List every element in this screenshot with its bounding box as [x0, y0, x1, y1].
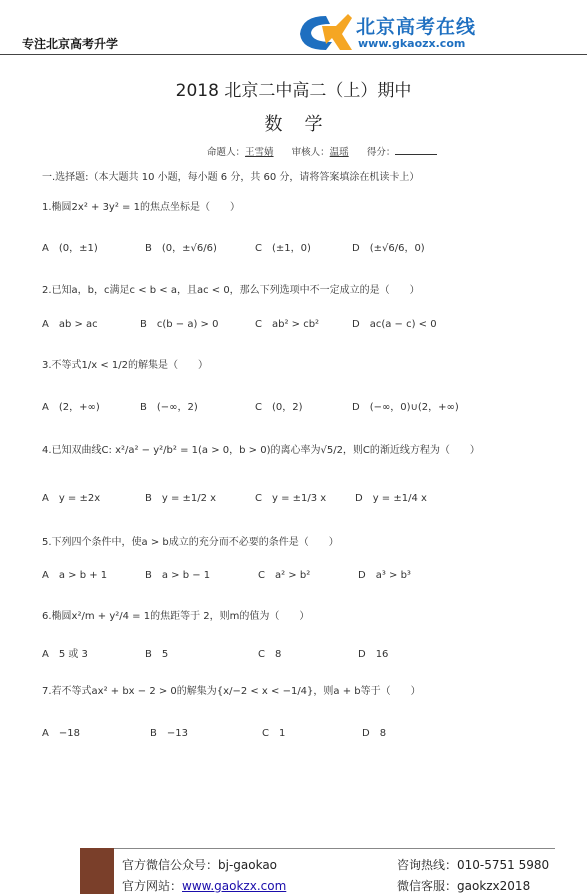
- footer-hotline: 咨询热线：010-5751 5980: [397, 858, 550, 872]
- q6-option-b[interactable]: B 5: [145, 649, 169, 660]
- exam-title: 2018 北京二中高二（上）期中: [175, 81, 412, 101]
- q4-option-c[interactable]: C y = ±1/3 x: [255, 493, 327, 504]
- q3-option-a[interactable]: A (2，+∞): [42, 402, 100, 413]
- question-6-stem: 6.椭圆x²/m + y²/4 = 1的焦距等于 2，则m的值为（ ）: [42, 611, 310, 622]
- q3-option-b[interactable]: B (−∞，2): [140, 402, 198, 413]
- q3-option-c[interactable]: C (0，2): [255, 402, 303, 413]
- q5-option-b[interactable]: B a > b − 1: [145, 570, 211, 581]
- q5-option-d[interactable]: D a³ > b³: [358, 570, 411, 581]
- q7-option-a[interactable]: A −18: [42, 728, 80, 739]
- q5-option-c[interactable]: C a² > b²: [258, 570, 311, 581]
- logo-text: 北京高考在线: [356, 16, 477, 38]
- logo-url[interactable]: www.gkaozx.com: [358, 37, 466, 50]
- question-3-stem: 3.不等式1/x < 1/2的解集是（ ）: [42, 360, 209, 371]
- score-blank[interactable]: [395, 145, 437, 155]
- q5-option-a[interactable]: A a > b + 1: [42, 570, 108, 581]
- q3-option-d[interactable]: D (−∞，0)∪(2，+∞): [352, 402, 459, 413]
- q1-option-a[interactable]: A (0，±1): [42, 243, 98, 254]
- q7-option-b[interactable]: B −13: [150, 728, 188, 739]
- footer-divider: [114, 848, 555, 849]
- q6-option-c[interactable]: C 8: [258, 649, 282, 660]
- q2-option-d[interactable]: D ac(a − c) < 0: [352, 319, 437, 330]
- question-1-stem: 1.椭圆2x² + 3y² = 1的焦点坐标是（ ）: [42, 202, 240, 213]
- author-label: 命题人：: [207, 147, 246, 158]
- q2-option-b[interactable]: B c(b − a) > 0: [140, 319, 219, 330]
- q2-option-a[interactable]: A ab > ac: [42, 319, 98, 330]
- q2-option-c[interactable]: C ab² > cb²: [255, 319, 320, 330]
- q4-option-b[interactable]: B y = ±1/2 x: [145, 493, 217, 504]
- q1-option-b[interactable]: B (0，±√6/6): [145, 243, 217, 254]
- reviewer-label: 审核人：: [291, 147, 330, 158]
- q6-option-a[interactable]: A 5 或 3: [42, 649, 88, 660]
- exam-subject: 数学: [264, 114, 345, 135]
- header-divider: [0, 54, 587, 55]
- header-tagline: 专注北京高考升学: [22, 37, 119, 51]
- q7-option-d[interactable]: D 8: [362, 728, 387, 739]
- q1-option-d[interactable]: D (±√6/6，0): [352, 243, 425, 254]
- score-label: 得分：: [366, 147, 396, 158]
- footer-wechat: 官方微信公众号：bj-gaokao: [122, 858, 278, 872]
- question-4-stem: 4.已知双曲线C: x²/a² − y²/b² = 1(a > 0，b > 0)的离心率为√5/2，则C的渐近线方程为（ ）: [42, 445, 480, 456]
- q1-option-c[interactable]: C (±1，0): [255, 243, 311, 254]
- question-2-stem: 2.已知a，b，c满足c < b < a，且ac < 0，那么下列选项中不一定成立的是（ ）: [42, 285, 420, 296]
- q7-option-c[interactable]: C 1: [262, 728, 286, 739]
- footer-site-link[interactable]: www.gaokzx.com: [182, 879, 287, 893]
- section-heading: 一.选择题:（本大题共 10 小题，每小题 6 分，共 60 分，请将答案填涂在机读卡上）: [42, 172, 420, 183]
- q4-option-d[interactable]: D y = ±1/4 x: [355, 493, 427, 504]
- footer-accent-bar: [80, 848, 114, 894]
- author-name: 王雪婧: [245, 147, 274, 158]
- logo-mark-icon: [296, 12, 354, 52]
- reviewer-name: 温瑶: [329, 147, 349, 158]
- q4-option-a[interactable]: A y = ±2x: [42, 493, 101, 504]
- footer-site: [122, 877, 286, 894]
- q6-option-d[interactable]: D 16: [358, 649, 389, 660]
- footer-site-label: 官方网站：: [122, 879, 183, 893]
- question-5-stem: 5.下列四个条件中，使a > b成立的充分而不必要的条件是（ ）: [42, 537, 339, 548]
- footer-service: 微信客服：gaokzx2018: [397, 879, 531, 893]
- exam-meta: [207, 144, 437, 158]
- question-7-stem: 7.若不等式ax² + bx − 2 > 0的解集为{x/−2 < x < −1/4}，则a + b等于（ ）: [42, 686, 421, 697]
